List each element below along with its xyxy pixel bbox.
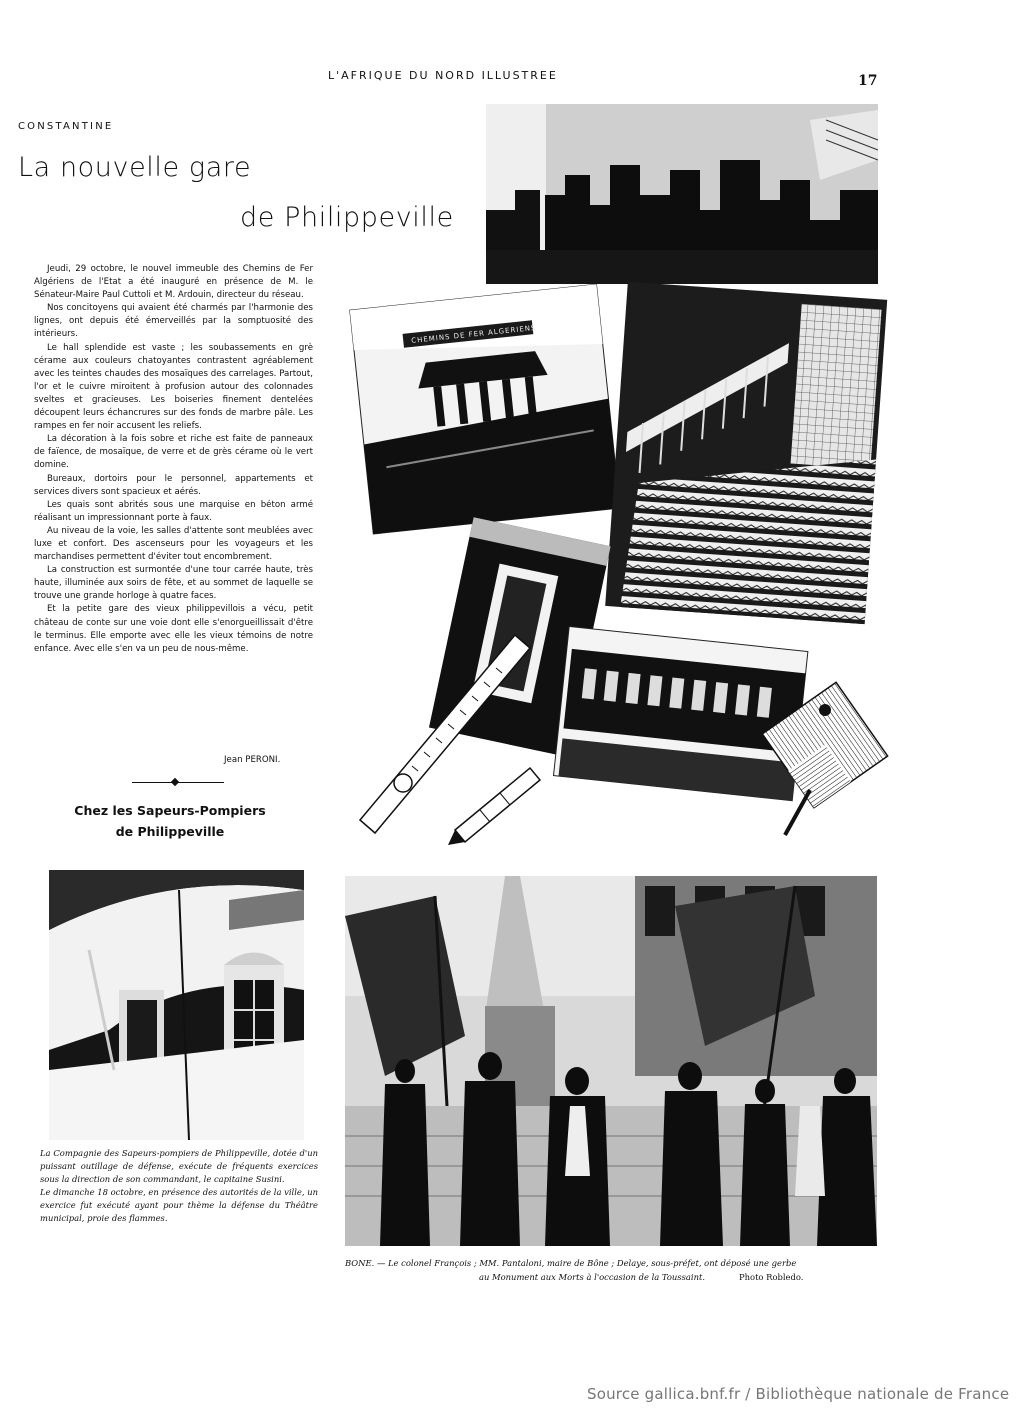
caption-paragraph: Le dimanche 18 octobre, en présence des autorités de la ville, un exercice fut exécuté ayant pour thème la défense du Théâtre municipal, proie des flammes. bbox=[40, 1187, 318, 1223]
caption-paragraph: La Compagnie des Sapeurs-pompiers de Philippeville, dotée d'un puissant outillage de défense, exécute de fréquents exercices sous la direction de son commandant, le capitaine Susini. bbox=[40, 1148, 318, 1184]
page-number: 17 bbox=[858, 73, 878, 89]
station-photo-collage bbox=[340, 100, 890, 860]
running-head: L'AFRIQUE DU NORD ILLUSTREE bbox=[328, 69, 558, 82]
bone-monument-photo bbox=[345, 876, 877, 1246]
article-paragraph: Bureaux, dortoirs pour le personnel, appartements et services divers sont spacieux et aérés. bbox=[34, 473, 313, 497]
bone-caption-line2: au Monument aux Morts à l'occasion de la Toussaint. bbox=[479, 1271, 705, 1282]
article-paragraph: Jeudi, 29 octobre, le nouvel immeuble des Chemins de Fer Algériens de l'Etat a été inauguré en présence de M. le Sénateur-Maire Paul Cuttoli et M. Ardouin, directeur du réseau. bbox=[34, 264, 313, 301]
skyline-photo bbox=[486, 104, 878, 284]
section-label: CONSTANTINE bbox=[18, 121, 114, 132]
article-paragraph: Et la petite gare des vieux philippevillois a vécu, petit château de conte sur une voie dont elle s'enorgueillissait d'être le terminus. Elle emporte avec elle les vieux témoins de notre enfance. Avec elle s'en va un peu de nous-même. bbox=[34, 604, 313, 654]
article-paragraph: Le hall splendide est vaste ; les soubassements en grè cérame aux couleurs chatoyantes contrastent agréablement avec les teintes chaudes des mosaïques des carrelages. Partout, l'or et le cuivre miroitent à profusion autour des colonnades sveltes et gracieuses. Les boiseries finement dentelées découpent leurs échancrures sur des fonds de marbre pâle. Les rampes en fer noir accusent les reliefs. bbox=[34, 342, 313, 432]
facade-photo bbox=[350, 284, 620, 534]
staircase-photo bbox=[605, 282, 887, 624]
bone-caption-line1: BONE. — Le colonel François ; MM. Pantaloni, maire de Bône ; Delaye, sous-préfet, ont déposé une gerbe bbox=[345, 1258, 797, 1268]
article-paragraph: Nos concitoyens qui avaient été charmés par l'harmonie des lignes, ont depuis été émerveillés par la somptuosité des intérieurs. bbox=[34, 303, 313, 340]
source-footer: Source gallica.bnf.fr / Bibliothèque nationale de France bbox=[587, 1385, 1010, 1403]
sub-article-title-line2: de Philippeville bbox=[115, 824, 225, 839]
article-paragraph: Les quais sont abrités sous une marquise en béton armé réalisant un impressionnant porte à faux. bbox=[34, 499, 313, 523]
divider-ornament bbox=[171, 778, 179, 786]
fire-station-caption bbox=[40, 1147, 318, 1225]
bone-caption-line2-row bbox=[345, 1271, 885, 1285]
bone-photo-caption bbox=[345, 1257, 885, 1284]
article-title-line1: La nouvelle gare bbox=[18, 152, 252, 183]
sub-article-title bbox=[40, 800, 300, 842]
article-body bbox=[34, 263, 313, 656]
photo-credit: Photo Robledo. bbox=[739, 1271, 804, 1282]
fire-station-photo bbox=[49, 870, 304, 1140]
article-paragraph: La décoration à la fois sobre et riche est faite de panneaux de faïence, de mosaïque, de verre et de grès cérame où le vert domine. bbox=[34, 434, 313, 471]
train-photo bbox=[554, 626, 808, 800]
pencil-illustration bbox=[448, 768, 540, 845]
article-signature: Jean PERONI. bbox=[224, 755, 281, 765]
station-sign-text: CHEMINS DE FER ALGERIENS bbox=[410, 323, 537, 345]
article-paragraph: La construction est surmontée d'une tour carrée haute, très haute, illuminée aux soirs de fête, et au sommet de laquelle se trouve une grande horloge à quatre faces. bbox=[34, 565, 313, 602]
article-title-line2: de Philippeville bbox=[240, 202, 454, 233]
sub-article-title-line1: Chez les Sapeurs-Pompiers bbox=[74, 803, 266, 818]
article-paragraph: Au niveau de la voie, les salles d'attente sont meublées avec luxe et confort. Des ascenseurs pour les voyageurs et les marchandises permettent d'éviter tout encombrement. bbox=[34, 525, 313, 563]
